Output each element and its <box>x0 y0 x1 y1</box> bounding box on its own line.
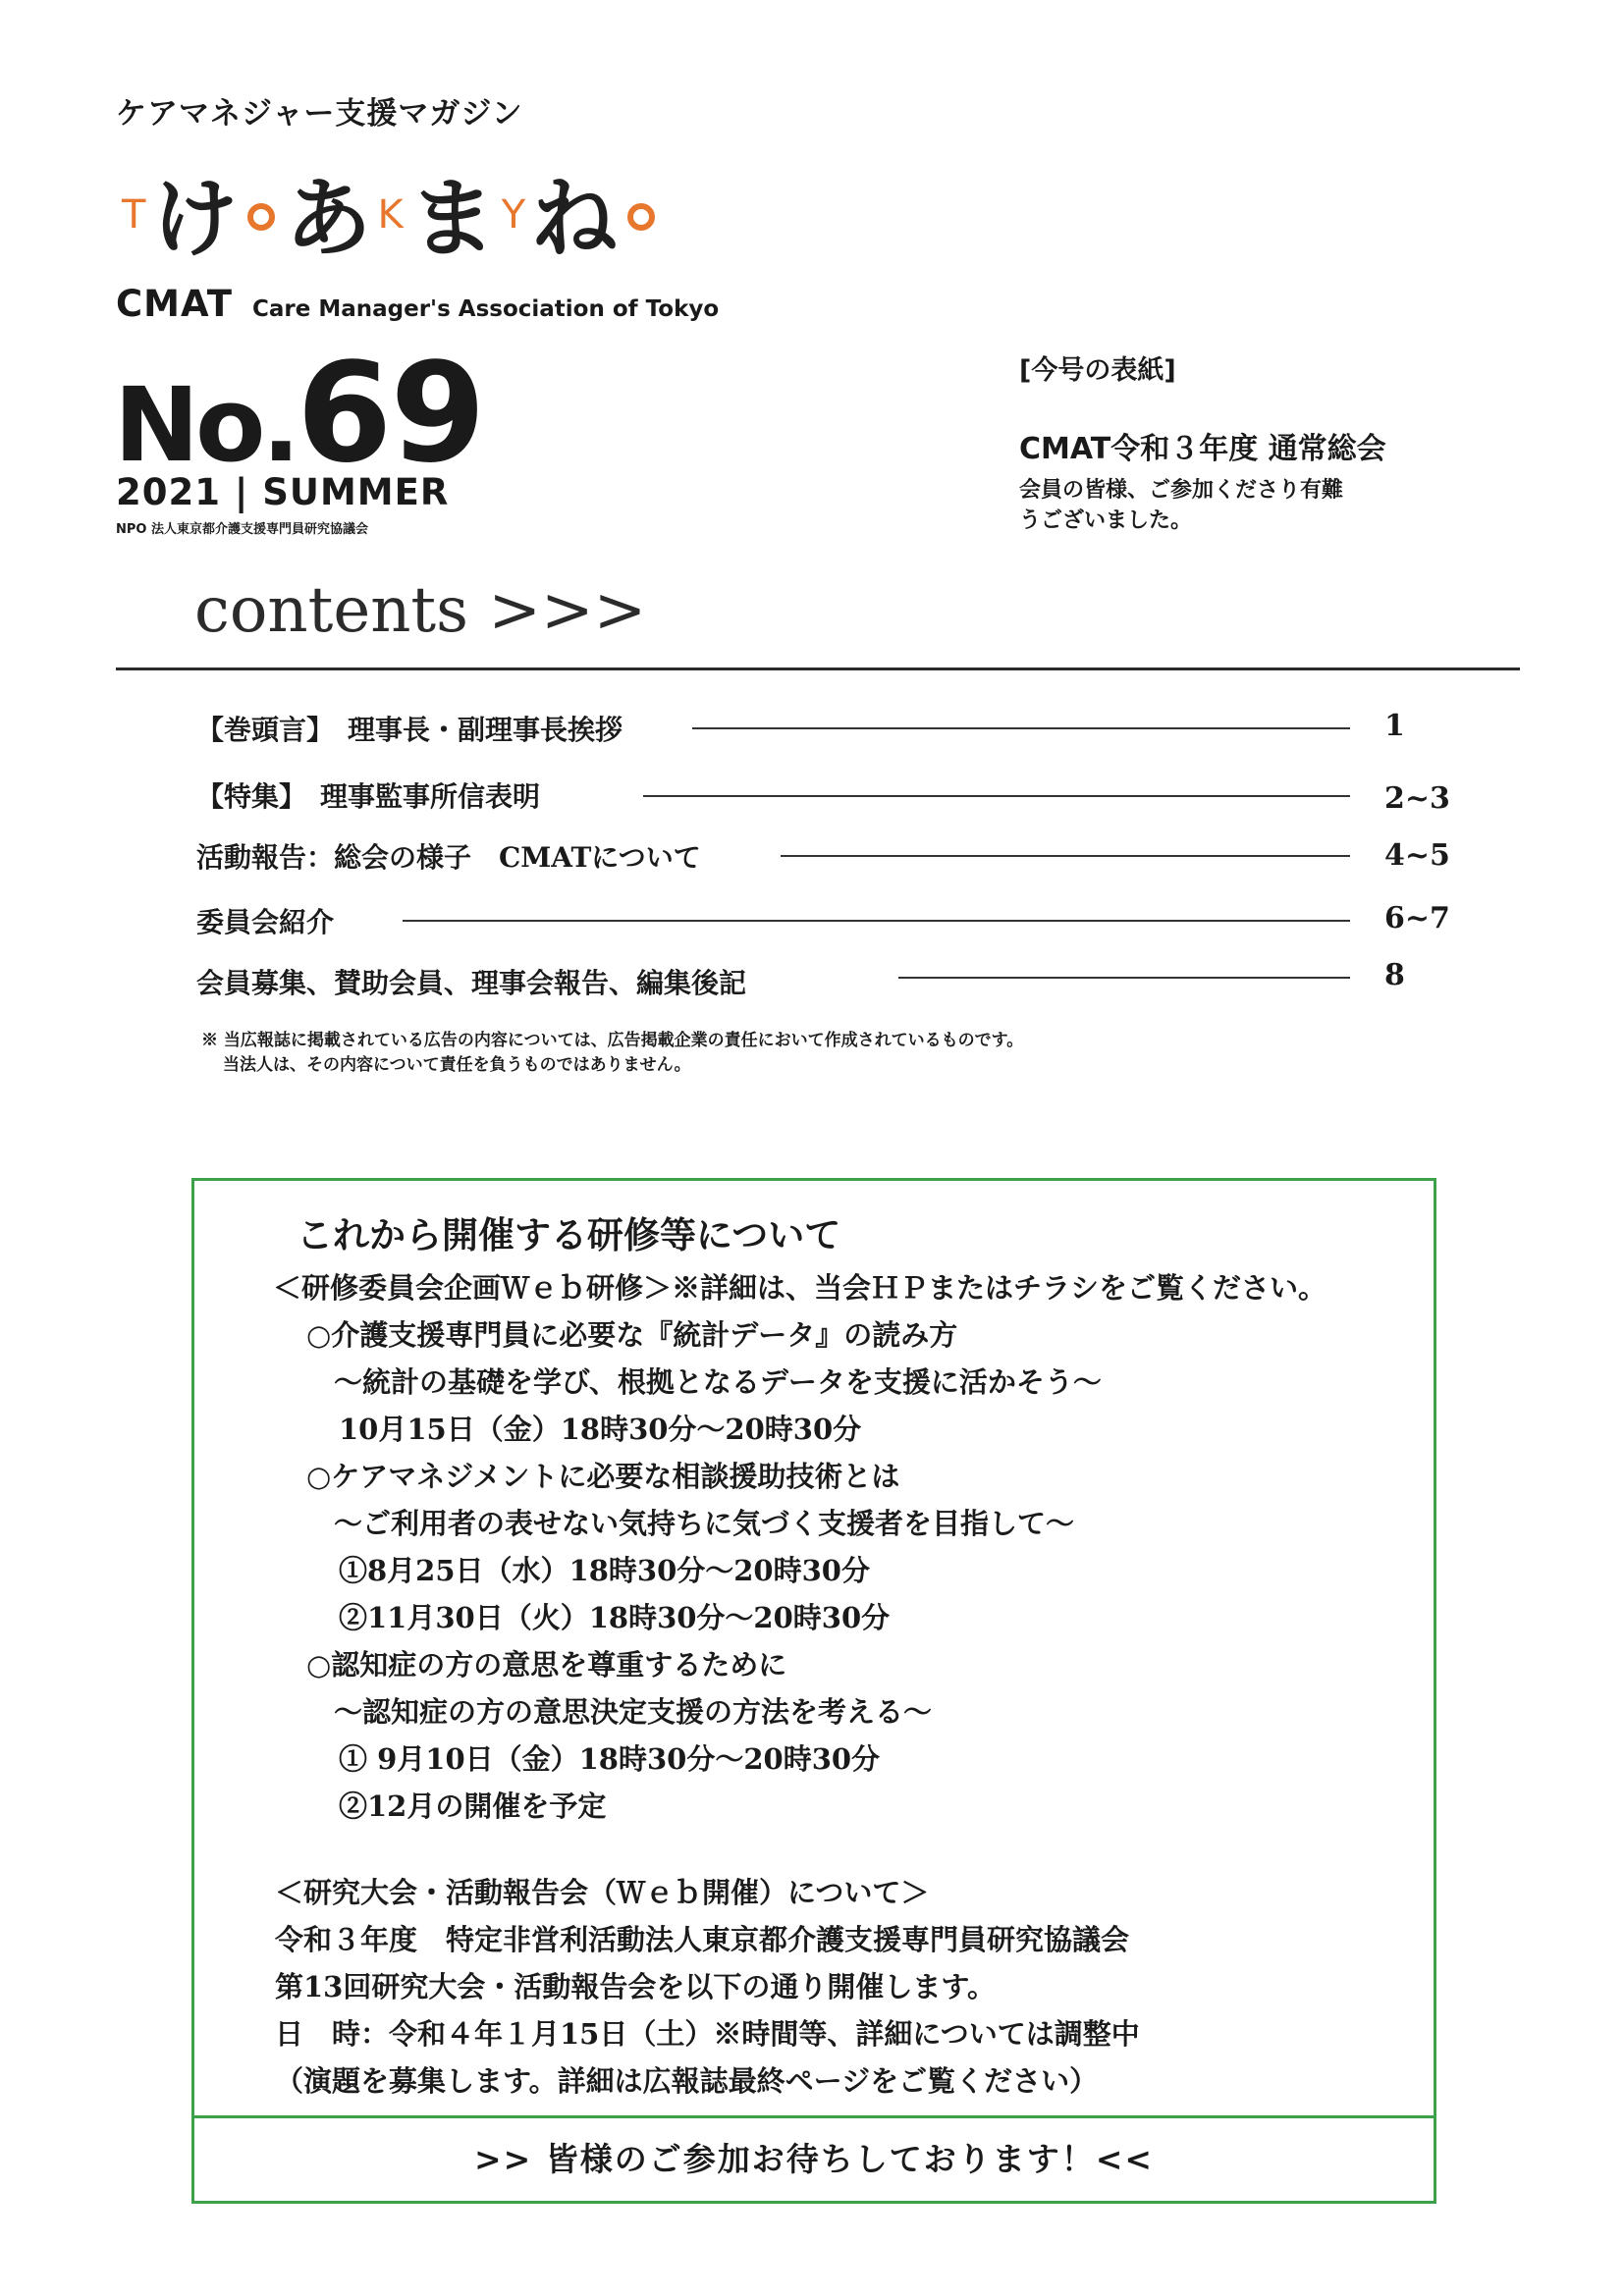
training-line: 〜統計の基礎を学び、根拠となるデータを支援に活かそう〜 <box>334 1365 1102 1399</box>
issue-prefix: No. <box>114 365 297 485</box>
toc-leader-line <box>781 855 1350 857</box>
training-line: 第13回研究大会・活動報告会を以下の通り開催します。 <box>275 1970 997 2003</box>
logo-circle-o-icon <box>627 203 655 231</box>
training-line: ＜研修委員会企画Ｗｅｂ研修＞※詳細は、当会ＨＰまたはチラシをご覧ください。 <box>273 1271 1327 1305</box>
training-line: 日 時：令和４年１月15日（土）※時間等、詳細については調整中 <box>275 2017 1140 2051</box>
logo-kana-ne: ね <box>531 168 619 269</box>
ad-disclaimer-line: ※ 当広報誌に掲載されている広告の内容については、広告掲載企業の責任において作成されているものです。 <box>201 1031 1024 1050</box>
magazine-logo <box>116 165 665 273</box>
training-line: ①8月25日（水）18時30分〜20時30分 <box>339 1554 870 1587</box>
training-line: ②12月の開催を予定 <box>339 1789 607 1823</box>
training-line: ○ケアマネジメントに必要な相談援助技術とは <box>306 1460 900 1493</box>
training-line: ＜研究大会・活動報告会（Ｗｅｂ開催）について＞ <box>275 1876 930 1909</box>
toc-leader-line <box>898 977 1350 979</box>
issue-number-value: 69 <box>297 334 484 494</box>
toc-item[interactable] <box>196 775 1473 821</box>
logo-kana-ke: け <box>151 168 239 269</box>
toc-item-label: 委員会紹介 <box>196 906 335 938</box>
training-line: ②11月30日（火）18時30分〜20時30分 <box>339 1601 891 1634</box>
logo-kana-a: あ <box>285 168 372 269</box>
toc-item-label: 【巻頭言】 理事長・副理事長挨拶 <box>196 714 623 746</box>
toc-item-page: 2~3 <box>1384 781 1450 816</box>
org-full-name: NPO 法人東京都介護支援専門員研究協議会 <box>116 522 368 537</box>
org-line <box>116 283 719 325</box>
org-name-english: Care Manager's Association of Tokyo <box>251 296 720 322</box>
logo-letter-y: Y <box>501 192 526 238</box>
toc-leader-line <box>643 795 1350 797</box>
toc-leader-line <box>403 920 1350 922</box>
training-line: 令和３年度 特定非営利活動法人東京都介護支援専門員研究協議会 <box>275 1923 1130 1956</box>
training-footer: >> 皆様のご参加お待ちしております！<< <box>473 2140 1155 2178</box>
org-abbreviation: CMAT <box>116 283 233 325</box>
cover-title: CMAT令和３年度 通常総会 <box>1019 432 1386 466</box>
contents-divider <box>116 667 1520 670</box>
logo-letter-t: T <box>122 192 146 238</box>
toc-item[interactable] <box>196 836 1473 881</box>
toc-item-page: 4~5 <box>1384 838 1450 873</box>
toc-item-page: 6~7 <box>1384 901 1450 935</box>
training-line: ○認知症の方の意思を尊重するために <box>306 1648 787 1682</box>
magazine-tagline: ケアマネジャー支援マガジン <box>116 96 523 132</box>
training-title: これから開催する研修等について <box>297 1213 841 1256</box>
contents-title: contents >>> <box>194 574 647 647</box>
cover-note <box>1019 348 1569 536</box>
logo-letter-k: K <box>377 192 404 238</box>
logo-circle-o-icon <box>247 203 275 231</box>
toc-item-label: 会員募集、賛助会員、理事会報告、編集後記 <box>196 967 747 999</box>
training-line: ① 9月10日（金）18時30分〜20時30分 <box>339 1742 881 1776</box>
toc-item[interactable] <box>196 709 1473 754</box>
toc-item-label: 活動報告：総会の様子 CMATについて <box>196 841 701 874</box>
toc-item-label: 【特集】 理事監事所信表明 <box>196 780 541 813</box>
training-line: 10月15日（金）18時30分〜20時30分 <box>339 1413 862 1446</box>
training-line: （演題を募集します。詳細は広報誌最終ページをご覧ください） <box>275 2064 1099 2098</box>
toc-item[interactable] <box>196 958 1473 1007</box>
training-line: 〜ご利用者の表せない気持ちに気づく支援者を目指して〜 <box>334 1507 1075 1540</box>
training-line: 〜認知症の方の意思決定支援の方法を考える〜 <box>334 1695 933 1729</box>
training-line: ○介護支援専門員に必要な『統計データ』の読み方 <box>306 1318 958 1352</box>
ad-disclaimer <box>201 1029 1023 1077</box>
toc-item-page: 8 <box>1384 958 1405 992</box>
ad-disclaimer-line: 当法人は、その内容について責任を負うものではありません。 <box>223 1054 691 1075</box>
toc-item[interactable] <box>196 901 1473 946</box>
toc-leader-line <box>692 727 1350 729</box>
cover-heading: [今号の表紙] <box>1019 355 1176 386</box>
issue-date: 2021 | SUMMER <box>116 471 450 513</box>
toc-item-page: 1 <box>1384 709 1405 743</box>
logo-kana-ma: ま <box>408 168 496 269</box>
cover-description: 会員の皆様、ご参加くださり有難うございました。 <box>1019 478 1344 534</box>
